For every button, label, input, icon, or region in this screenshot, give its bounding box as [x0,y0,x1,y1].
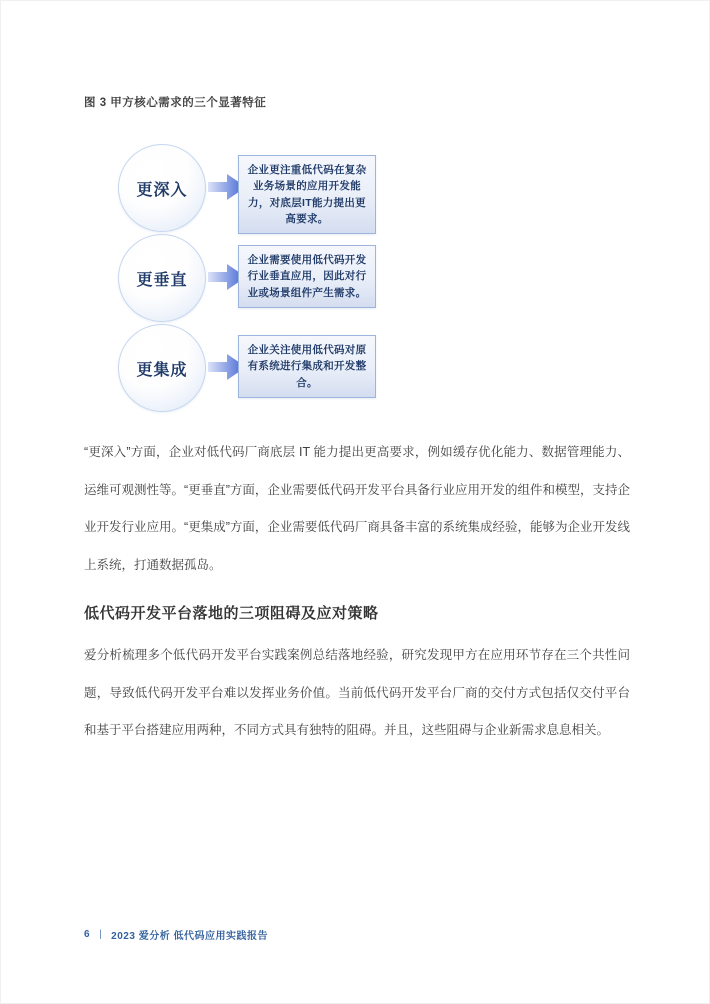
footer-separator: | [99,929,103,940]
feature-circle-label: 更垂直 [136,271,188,289]
feature-circle-label: 更集成 [136,361,188,379]
body-paragraph-features: “更深入”方面，企业对低代码厂商底层 IT 能力提出更高要求，例如缓存优化能力、数据管理能力、运维可观测性等。“更垂直”方面，企业需要低代码开发平台具备行业应用开发的组件和模型，支持企业开发行业应用。“更集成”方面，企业需要低代码厂商具备丰富的系统集成经验，能够为企业开发线上系统，打通数据孤岛。 [84,445,630,572]
page-footer [84,927,268,942]
feature-box-text: 企业更注重低代码在复杂业务场景的应用开发能力，对底层IT能力提出更高要求。 [247,164,367,225]
feature-circle-deeper [118,144,206,232]
feature-box-deeper [238,155,376,234]
section-heading: 低代码开发平台落地的三项阻碍及应对策略 [84,605,379,622]
figure-caption: 图 3 甲方核心需求的三个显著特征 [84,97,267,109]
feature-box-vertical [238,245,376,308]
body-paragraph-obstacles: 爱分析梳理多个低代码开发平台实践案例总结落地经验，研究发现甲方在应用环节存在三个共性问题，导致低代码开发平台难以发挥业务价值。当前低代码开发平台厂商的交付方式包括仅交付平台和基于平台搭建应用两种，不同方式具有独特的阻碍。并且，这些阻碍与企业新需求息息相关。 [84,648,630,737]
feature-circle-vertical [118,234,206,322]
feature-box-integrated [238,335,376,398]
feature-circle-label: 更深入 [136,181,188,199]
footer-report-title: 2023 爱分析 低代码应用实践报告 [111,931,268,942]
figure-diagram [0,0,710,430]
feature-circle-integrated [118,324,206,412]
page-number: 6 [84,929,91,940]
feature-box-text: 企业关注使用低代码对原有系统进行集成和开发整合。 [247,344,367,389]
feature-box-text: 企业需要使用低代码开发行业垂直应用，因此对行业或场景组件产生需求。 [247,254,367,299]
